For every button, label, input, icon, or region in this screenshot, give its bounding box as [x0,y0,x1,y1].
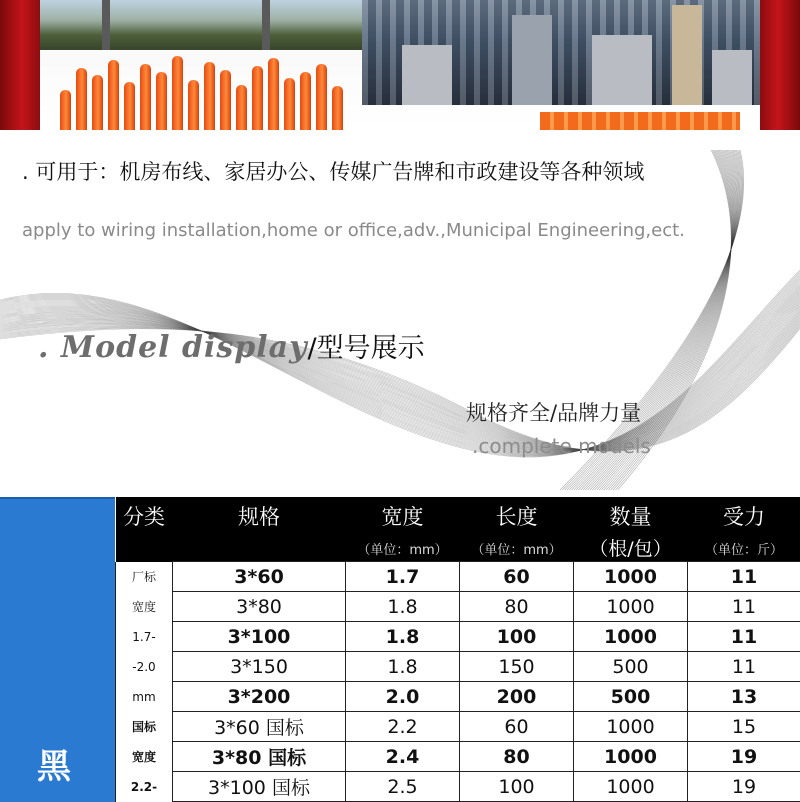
spec-cell: 3*150 [173,652,346,682]
width-cell: 2.4 [346,742,460,772]
cable-ties-strip [540,112,740,130]
category-cell: 1.7- [116,622,173,652]
spec-cell: 3*200 [173,682,346,712]
force-cell: 19 [688,772,800,802]
header-spec: 规格 [173,497,346,562]
header-width: 宽度 （单位：mm） [346,497,460,562]
quantity-cell: 1000 [574,772,688,802]
force-cell: 11 [688,652,800,682]
color-category-panel [0,497,115,802]
width-cell: 2.2 [346,712,460,742]
city-skyline-photo [362,0,774,105]
category-cell: 宽度 [116,742,173,772]
orange-cable-ties-photo [60,48,360,130]
table-header-row [116,497,800,562]
spec-cell: 3*100 国标 [173,772,346,802]
red-curtain-left [0,0,40,130]
spec-cell: 3*80 [173,592,346,622]
spec-cell: 3*60 [173,562,346,592]
length-cell: 150 [460,652,574,682]
quantity-cell: 1000 [574,742,688,772]
force-cell: 11 [688,592,800,622]
length-cell: 100 [460,622,574,652]
tagline-en: .complete models [472,434,651,458]
table-row [116,562,800,592]
table-row [116,742,800,772]
category-cell: mm [116,682,173,712]
width-cell: 1.8 [346,622,460,652]
length-cell: 80 [460,742,574,772]
header-length: 长度 （单位：mm） [460,497,574,562]
table-row [116,712,800,742]
length-cell: 60 [460,712,574,742]
spec-cell: 3*60 国标 [173,712,346,742]
category-cell: 2.2- [116,772,173,802]
quantity-cell: 1000 [574,592,688,622]
quantity-cell: 1000 [574,712,688,742]
outdoor-scene-photo [22,0,362,50]
quantity-cell: 500 [574,652,688,682]
application-text-en: apply to wiring installation,home or office,adv.,Municipal Engineering,ect. [22,220,685,241]
red-curtain-right [760,0,800,130]
model-display-title-en: . Model display [38,330,308,365]
length-cell: 100 [460,772,574,802]
length-cell: 60 [460,562,574,592]
force-cell: 11 [688,622,800,652]
header-category: 分类 [116,497,173,562]
force-cell: 11 [688,562,800,592]
force-cell: 19 [688,742,800,772]
length-cell: 200 [460,682,574,712]
force-cell: 15 [688,712,800,742]
force-cell: 13 [688,682,800,712]
spec-table [115,497,800,802]
category-cell: -2.0 [116,652,173,682]
quantity-cell: 1000 [574,562,688,592]
table-row [116,622,800,652]
spec-cell: 3*100 [173,622,346,652]
header-quantity: 数量 （根/包） [574,497,688,562]
category-cell: 国标 [116,712,173,742]
width-cell: 2.5 [346,772,460,802]
table-row [116,772,800,802]
model-display-title [38,326,425,365]
table-row [116,652,800,682]
application-text-cn: . 可用于：机房布线、家居办公、传媒广告牌和市政建设等各种领域 [22,156,644,186]
quantity-cell: 1000 [574,622,688,652]
category-cell: 宽度 [116,592,173,622]
spec-cell: 3*80 国标 [173,742,346,772]
color-category-label: 黑 [37,739,71,788]
table-row [116,682,800,712]
category-cell: 厂标 [116,562,173,592]
width-cell: 1.8 [346,592,460,622]
header-force: 受力 （单位：斤） [688,497,800,562]
length-cell: 80 [460,592,574,622]
tagline-cn: 规格齐全/品牌力量 [466,397,641,427]
width-cell: 1.8 [346,652,460,682]
table-row [116,592,800,622]
quantity-cell: 500 [574,682,688,712]
top-banner-image [0,0,800,130]
width-cell: 1.7 [346,562,460,592]
model-display-title-cn: /型号展示 [308,333,425,364]
width-cell: 2.0 [346,682,460,712]
